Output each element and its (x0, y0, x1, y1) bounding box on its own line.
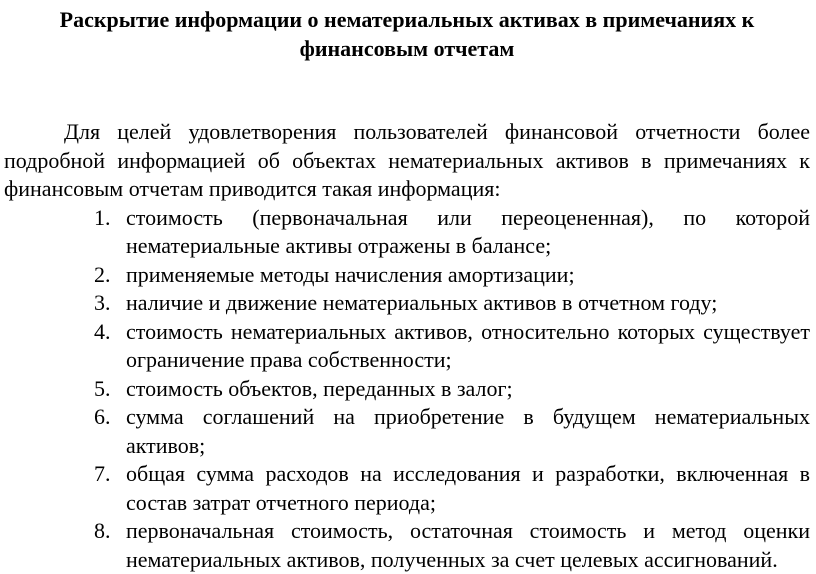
list-number: 6. (94, 403, 111, 432)
list-item (126, 289, 810, 318)
list-item (126, 517, 810, 574)
list-number: 4. (94, 318, 111, 347)
list-text: стоимость нематериальных активов, относительно которых существует ограничение права собственности; (126, 319, 810, 373)
list-text: общая сумма расходов на исследования и разработки, включенная в состав затрат отчетного периода; (126, 461, 810, 515)
list-text: стоимость объектов, переданных в залог; (126, 376, 513, 401)
list-number: 1. (94, 204, 111, 233)
list-text: стоимость (первоначальная или переоцененная), по которой нематериальные активы отражены в балансе; (126, 205, 810, 259)
list-text: применяемые методы начисления амортизации; (126, 262, 575, 287)
page-title (4, 0, 810, 63)
info-list (4, 204, 810, 574)
list-item (126, 261, 810, 290)
list-number: 3. (94, 289, 111, 318)
list-text: сумма соглашений на приобретение в будущем нематериальных активов; (126, 404, 810, 458)
title-line-2: финансовым отчетам (300, 36, 515, 61)
list-number: 2. (94, 261, 111, 290)
list-text: наличие и движение нематериальных активов в отчетном году; (126, 290, 717, 315)
list-number: 7. (94, 460, 111, 489)
list-item (126, 460, 810, 517)
list-item (126, 403, 810, 460)
list-item (126, 318, 810, 375)
list-item (126, 375, 810, 404)
list-number: 8. (94, 517, 111, 546)
list-number: 5. (94, 375, 111, 404)
intro-paragraph: Для целей удовлетворения пользователей финансовой отчетности более подробной информацией об объектах нематериальных активов в примечаниях к финансовым отчетам приводится такая информация: (4, 118, 810, 204)
list-item (126, 204, 810, 261)
title-line-1: Раскрытие информации о нематериальных активах в примечаниях к (60, 7, 755, 32)
list-text: первоначальная стоимость, остаточная стоимость и метод оценки нематериальных активов, полученных за счет целевых ассигнований. (126, 518, 810, 572)
